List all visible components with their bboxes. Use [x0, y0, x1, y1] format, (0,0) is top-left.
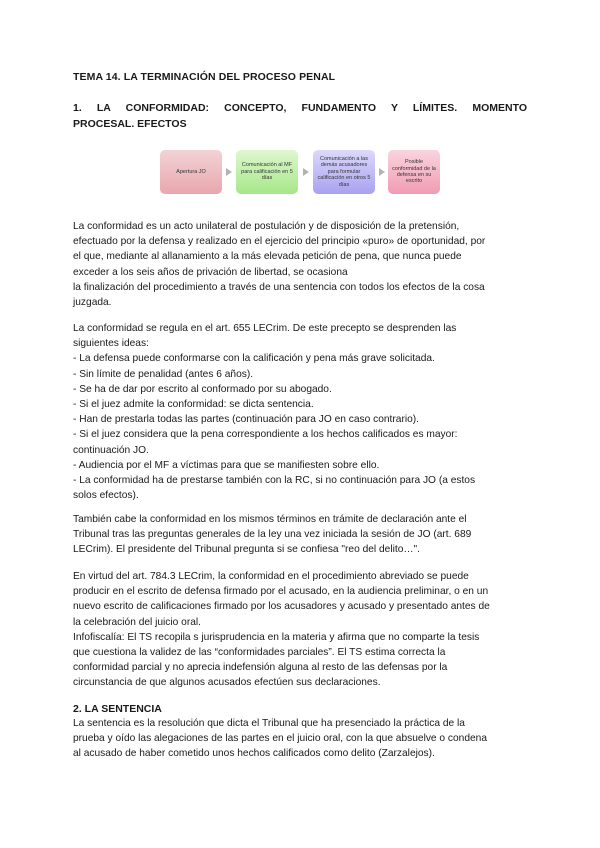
paragraph-abbreviated-procedure	[73, 569, 527, 691]
text-line: al acusado de haber cometido unos hechos calificados como delito (Zarzalejos).	[73, 748, 435, 760]
section-1-heading-line-2: PROCESAL. EFECTOS	[73, 118, 187, 130]
flow-step-4: Posible conformidad de la defensa en su escrito	[388, 150, 440, 194]
paragraph-concept	[73, 219, 527, 310]
section-2-heading: 2. LA SENTENCIA	[73, 703, 162, 715]
text-line: LECrim). El presidente del Tribunal pregunta si se confiesa "reo del delito…".	[73, 544, 420, 556]
list-item: - Se ha de dar por escrito al conformado por su abogado.	[73, 383, 332, 395]
list-item: - La defensa puede conformarse con la calificación y pena más grave solicitada.	[73, 353, 435, 365]
text-line: la finalización del procedimiento a través de una sentencia con todos los efectos de la cosa	[73, 281, 485, 293]
section-1-heading	[73, 100, 527, 132]
text-line: exceder a los seis años de privación de libertad, se ocasiona	[73, 266, 348, 278]
section-1-heading-line-1: 1. LA CONFORMIDAD: CONCEPTO, FUNDAMENTO Y LÍMITES. MOMENTO	[73, 102, 527, 114]
arrow-right-icon	[379, 168, 385, 176]
list-item: - Han de prestarla todas las partes (continuación para JO en caso contrario).	[73, 414, 419, 426]
paragraph-sentence	[73, 716, 527, 762]
text-line: conformidad parcial y no aprecia indefensión alguna al resto de las defensas por la	[73, 662, 448, 674]
document-title: TEMA 14. LA TERMINACIÓN DEL PROCESO PENAL	[73, 71, 336, 83]
list-item: - Si el juez considera que la pena correspondiente a los hechos calificados es mayor:	[73, 429, 458, 441]
list-item: - Sin límite de penalidad (antes 6 años).	[73, 368, 254, 380]
list-item: - La conformidad ha de prestarse también con la RC, si no continuación para JO (a estos	[73, 475, 476, 487]
text-line: efectuado por la defensa y realizado en el ejercicio del principio «puro» de oportunidad, por	[73, 236, 486, 248]
flow-step-2: Comunicación al MF para calificación en 5 días	[236, 150, 298, 194]
text-line: Infofiscalía: El TS recopila s jurisprudencia en la materia y afirma que no comparte la tesis	[73, 631, 480, 643]
text-line: La sentencia es la resolución que dicta el Tribunal que ha presenciado la práctica de la	[73, 718, 465, 729]
text-line: juzgada.	[73, 297, 112, 309]
text-line: Tribunal tras las preguntas generales de la ley una vez iniciada la sesión de JO (art. 689	[73, 529, 472, 541]
arrow-right-icon	[303, 168, 309, 176]
text-line: prueba y oído las alegaciones de las partes en el juicio oral, con la que absuelve o condena	[73, 733, 488, 745]
text-line: También cabe la conformidad en los mismos términos en trámite de declaración ante el	[73, 514, 467, 525]
text-line: circunstancia de que algunos acusados efectúen sus declaraciones.	[73, 677, 381, 689]
arrow-right-icon	[226, 168, 232, 176]
flow-step-1: Apertura JO	[160, 150, 222, 194]
text-line: La conformidad se regula en el art. 655 LECrim. De este precepto se desprenden las	[73, 323, 457, 334]
list-item: - Audiencia por el MF a víctimas para que se manifiesten sobre ello.	[73, 459, 380, 471]
process-flow-diagram	[160, 150, 440, 196]
text-line: la celebración del juicio oral.	[73, 616, 201, 628]
text-line: La conformidad es un acto unilateral de postulación y de disposición de la pretensión,	[73, 221, 460, 232]
text-line: continuación JO.	[73, 444, 149, 456]
text-line: En virtud del art. 784.3 LECrim, la conformidad en el procedimiento abreviado se puede	[73, 571, 469, 582]
text-line: que cuestiona la validez de las “conformidades parciales”. El TS estima correcta la	[73, 647, 446, 659]
text-line: solos efectos).	[73, 490, 139, 502]
text-line: producir en el escrito de defensa firmado por el acusado, en la audiencia preliminar, o en un	[73, 586, 489, 598]
paragraph-regulation	[73, 321, 527, 503]
list-item: - Si el juez admite la conformidad: se dicta sentencia.	[73, 399, 314, 411]
text-line: el que, mediante al allanamiento a la más elevada petición de pena, que nunca puede	[73, 251, 462, 263]
text-line: siguientes ideas:	[73, 338, 149, 350]
text-line: nuevo escrito de calificaciones firmado por los acusadores y acusado y presentado antes de	[73, 601, 490, 613]
paragraph-trial-stage	[73, 512, 527, 558]
flow-step-3: Comunicación a las demás acusadores para formular calificación en otros 5 días	[313, 150, 375, 194]
